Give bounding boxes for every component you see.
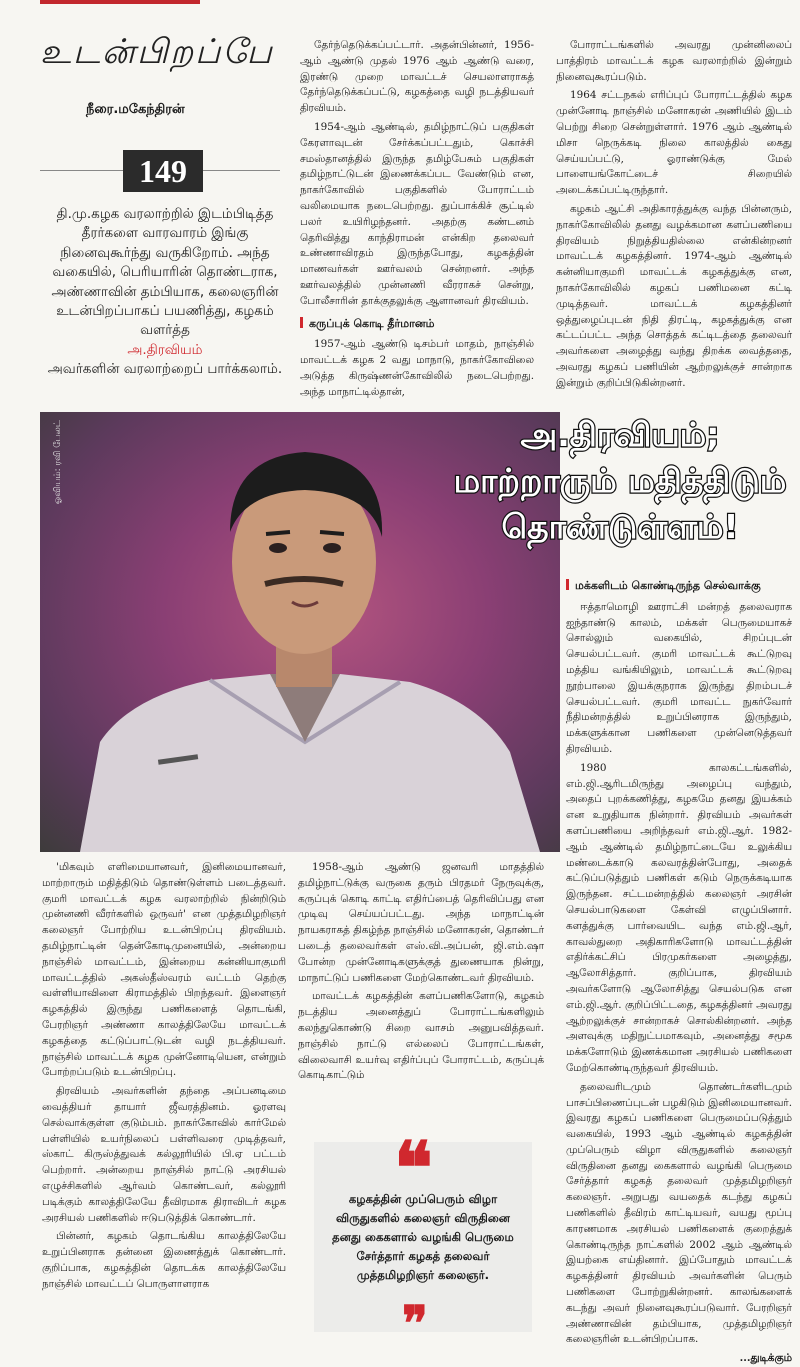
- illustration-credit: ஓவியம்: ரவி பேலட்: [53, 420, 63, 505]
- column-2-top: [300, 38, 534, 404]
- subhead-marker: [300, 317, 303, 328]
- top-accent-bar: [40, 0, 200, 4]
- author-name: நீரை.மகேந்திரன்: [86, 102, 185, 117]
- paragraph: கழகம் ஆட்சி அதிகாரத்துக்கு வந்த பின்னரும், நாகர்கோவிலில் தனது வழக்கமான களப்பணியை திரவியம் நிறுத்தியதில்லை என்கின்றனர் மாவட்டக் கழகத்தினர். 1974-ஆம் ஆண்டில் கன்னியாகுமரி மாவட்டக் கழகத்துக்கு என, நாகர்கோவிலில் கழகப் பணிமனை கட்டி முடித்தவர். மாவட்டக் கழகத்தினர் ஒத்துழைப்புடன் நிதி திரட்டி, கழகத்துக்கு என கட்டப்பட்ட அந்த சொத்தக் கட்டிடத்தை தலைவர் அவர்களை அழைத்து வந்து திறக்க வைத்ததை, அவரது கழகப் பணியின் ஆற்றலுக்குச் சான்றாக இன்றும் குறிப்பிடுகின்றனர்.: [556, 202, 792, 389]
- series-title: உடன்பிறப்பே: [40, 32, 274, 72]
- column-3-right: [566, 572, 792, 1365]
- pull-quote: [314, 1125, 532, 1352]
- intro-text: தி.மு.கழக வரலாற்றில் இடம்பிடித்த தீரர்களை வாரவாரம் இங்கு நினைவுகூர்ந்து வருகிறோம். அந்த வகையில், பெரியாரின் தொண்டராக, அண்ணாவின் தம்பியாக, கலைஞரின் உடன்பிறப்பாகப் பயணித்து, கழகம் வளர்த்த: [51, 206, 279, 339]
- headline-line-1: அ.திரவியம்;: [520, 415, 720, 454]
- continued-marker: ...துடிக்கும்: [739, 1352, 792, 1365]
- paragraph: பின்னர், கழகம் தொடங்கிய காலத்திலேயே உறுப்பினராக தன்னை இணைத்துக் கொண்டார். குறிப்பாக, கழகத்தின் தொடக்க காலத்திலேயே நாஞ்சில் மாவட்டப் பொருளாளராக: [42, 1230, 286, 1290]
- intro-highlight-name: அ.திரவியம்: [127, 341, 203, 358]
- paragraph: 1958-ஆம் ஆண்டு ஜனவரி மாதத்தில் தமிழ்நாட்டுக்கு வருகை தரும் பிரதமர் நேருவுக்கு, கருப்புக் கொடி காட்டி எதிர்ப்பைத் தெரிவிப்பது என முடிவு செய்யப்பட்டது. அந்த மாநாட்டின் நாயகராகத் திகழ்ந்த நாஞ்சில் மனோகரன், தொண்டர் படைத் தலைவர்கள் எஸ்.வி.அப்பன், ஜி.எம்.ஷா போன்ற முன்னோடிகளுக்குத் துணையாக நின்று, மாநாட்டுப் பணிகளை மேற்கொண்டவர் திரவியம்.: [298, 861, 544, 984]
- subhead-label: மக்களிடம் கொண்டிருந்த செல்வாக்கு: [575, 579, 761, 592]
- quote-open-icon: ❝: [394, 1125, 433, 1210]
- paragraph: 1957-ஆம் ஆண்டு டிசம்பர் மாதம், நாஞ்சில் மாவட்டக் கழக 2 வது மாநாடு, நாகர்கோவிலை அடுத்த கிருஷ்ணன்கோவிலில் நடைபெற்றது. அந்த மாநாட்டில்தான்,: [300, 338, 534, 398]
- paragraph: தேர்ந்தெடுக்கப்பட்டார். அதன்பின்னர், 1956-ஆம் ஆண்டு முதல் 1976 ஆம் ஆண்டு வரை, இரண்டு முறை மாவட்டச் செயலாளராகத் தேர்ந்தெடுக்கப்பட்டு, கழகத்தை வழி நடத்தியவர் திரவியம்.: [300, 39, 534, 115]
- episode-number: 149: [123, 150, 203, 192]
- paragraph: 1980 காலகட்டங்களில், எம்.ஜி.ஆரிடமிருந்து அழைப்பு வந்தும், அதைப் புறக்கணித்து, கழகமே தனது இயக்கம் என உறுதியாக நின்றார். திரவியம் அவர்கள் களப்பணியை அறிந்தவர் எம்.ஜி.ஆர். 1982-ஆம் ஆண்டில் தமிழ்நாட்டையே உலுக்கிய மண்டைக்காடு கலவரத்தின்போது, அதைக் கட்டுப்படுத்தும் பணிகள் கடும் நெருக்கடியாக இருந்தன. சட்டமன்றத்தில் கலைஞர் அரசின் செயல்பாடுகளை கேள்வி எழுப்பினார். களத்துக்கு பார்வையிட வந்த எம்.ஜி.ஆர், காவல்துறை அதிகாரிகளோடு மாவட்டத்தின் எதிர்க்கட்சிப் பிரமுகர்களை அழைத்து, ஆலோசித்தார். குறிப்பாக, திரவியம் அவர்களோடு ஆலோசித்து செயல்படுக என எம்.ஜி.ஆர். குறிப்பிட்டதை, கழகத்தினர் அவரது ஆற்றலுக்குச் சான்றாகச் சொல்கின்றனர். அந்த அளவுக்கு மதிநுட்பமாகவும், அனைத்து சமூக மக்களோடும் இணக்கமான அரசியல் பணிகளை மேற்கொண்டிருந்தவர் திரவியம்.: [566, 761, 792, 1074]
- paragraph: ஈத்தாமொழி ஊராட்சி மன்றத் தலைவராக ஐந்தாண்டு காலம், மக்கள் பெருமையாகச் சொல்லும் வகையில், சிறப்புடன் செயல்பட்டவர். குமரி மாவட்டக் கூட்டுறவு மத்திய வங்கியிலும், மாவட்டக் கூட்டுறவு நூற்பாலை இயக்குநராக இருந்து திறம்படச் செயல்பட்டவர். குமரி மாவட்ட நுகர்வோர் நீதிமன்றத்தில் உறுப்பினராக இருந்தும், மக்களுக்கான பணிகளை முன்னெடுத்தவர் திரவியம்.: [566, 600, 792, 755]
- headline-line-3: தொண்டுள்ளம்!: [501, 507, 739, 546]
- paragraph: 'மிகவும் எளிமையானவர், இனிமையானவர், மாற்றாரும் மதித்திடும் தொண்டுள்ளம் படைத்தவர். குமரி மாவட்டக் கழக வரலாற்றில் நின்றிடும் முன்னணி வீரர்களில் ஒருவர்' என முத்தமிழறிஞர் கலைஞர் போற்றிய உடன்பிறப்பு திரவியம். தமிழ்நாட்டின் தென்கோடிமுனையில், அன்றைய நாஞ்சில் மாவட்டம், இன்றைய கன்னியாகுமரி மாவட்டத்தில் அகஸ்தீஸ்வரம் வட்டம் தெற்கு வள்ளியாவிளை கிராமத்தில் பிறந்தவர். இளைஞர் கழகத்தில் இருந்து பணிகளைத் தொடங்கி, பேரறிஞர் அண்ணா காலத்திலேயே மாவட்டக் கழகத்தை கட்டுப்பாட்டுடன் வழி நடத்தியவர். நாஞ்சில் மாவட்டக் கழக முன்னோடியென, என்றும் போற்றப்படும் உடன்பிறப்பு.: [42, 861, 286, 1079]
- subhead-influence: [566, 578, 792, 594]
- paragraph: மாவட்டக் கழகத்தின் களப்பணிகளோடு, கழகம் நடத்திய அனைத்துப் போராட்டங்களிலும் கலந்துகொண்டு சிறை வாசம் அனுபவித்தவர். நாஞ்சில் நாட்டு எல்லைப் போராட்டங்கள், விலைவாசி உயர்வு எதிர்ப்புப் போராட்டம், கருப்புக் கொடிகாட்டும்: [298, 990, 544, 1082]
- headline: [440, 412, 800, 550]
- column-2-bottom: [298, 860, 544, 1132]
- subhead-black-flag: [300, 316, 534, 332]
- quote-close-icon: ❞: [402, 1296, 428, 1352]
- subhead-marker: [566, 579, 569, 590]
- paragraph: திரவியம் அவர்களின் தந்தை அப்பனடிமை வைத்தியர் தாயார் ஜீவரத்தினம். ஓரளவு செல்வாக்குள்ள குடும்பம். நாகர்கோவில் கார்மேல் பள்ளியில் உயர்நிலைப் பள்ளிவரை முடித்தவர், ஸ்காட் கிருஸ்த்துவக் கல்லூரியில் பி.ஏ பட்டம் பெற்றார். அன்றைய நாஞ்சில் நாட்டு அரசியல் எழுச்சிகளில் ஆர்வம் கொண்டவர், கல்லூரி படிக்கும் காலத்திலேயே தீவிரமாக திராவிடர் கழக அரசியல் பணிகளில் ஈடுபடுத்திக் கொண்டார்.: [42, 1085, 286, 1224]
- intro-blurb: [40, 205, 290, 380]
- paragraph: தலைவரிடமும் தொண்டர்களிடமும் பாசப்பிணைப்புடன் பழகிடும் இனிமையானவர். இவரது கழகப் பணிகளை பெருமைப்படுத்தும் வகையில், 1993 ஆம் ஆண்டில் கழகத்தின் முப்பெரும் விழா விருதுகளில் கலைஞர் விருதினை தனது கைகளால் வழங்கி பெருமை சேர்த்தார் கழகத் தலைவர் முத்தமிழறிஞர் கலைஞர். அறுபது வயதைக் கடந்து கழகப் பணிகளில் தீவிரம் காட்டியவர், வயது மூப்பு காரணமாக அரசியல் பணிகளைக் குறைத்துக் கொண்டிருந்த நாட்களில் 2002 ஆம் ஆண்டில் இயற்கை எய்தினார். இப்போதும் மாவட்டக் கழகத்தினர் திரவியம் அவர்களின் பெரும் பணிகளை போற்றுகின்றனர். காலங்களைக் கடந்து அவர் நினைவுகூரப்படுவார். பேரறிஞர் அண்ணாவின் தம்பியாக, முத்தமிழறிஞர் கலைஞரின் உடன்பிறப்பாக.: [566, 1080, 792, 1346]
- paragraph: போராட்டங்களில் அவரது முன்னிலைப் பாத்திரம் மாவட்டக் கழக வரலாற்றில் இன்றும் நினைவுகூரப்படும்.: [556, 39, 792, 83]
- headline-line-2: மாற்றாரும் மதித்திடும்: [453, 461, 787, 500]
- column-1-bottom: [42, 860, 286, 1336]
- intro-ending: அவர்களின் வரலாற்றைப் பார்க்கலாம்.: [47, 361, 283, 378]
- column-3-top: [556, 38, 792, 404]
- pull-quote-text: கழகத்தின் முப்பெரும் விழா விருதுகளில் கலைஞர் விருதினை தனது கைகளால் வழங்கி பெருமை சேர்த்தார் கழகத் தலைவர் முத்தமிழறிஞர் கலைஞர்.: [332, 1192, 514, 1282]
- paragraph: 1964 சட்டநகல் எரிப்புப் போராட்டத்தில் கழக முன்னோடி நாஞ்சில் மனோகரன் அணியில் இடம் பெற்று சிறை சென்றுள்ளார். 1976 ஆம் ஆண்டில் மிசா நெருக்கடி நிலை காலத்தில் கைது செய்யப்பட்டு, ஓராண்டுக்கு மேல் பாளையங்கோட்டைச் சிறையில் அடைக்கப்பட்டிருந்தார்.: [556, 89, 792, 197]
- subhead-label: கருப்புக் கொடி தீர்மானம்: [309, 316, 435, 330]
- paragraph: 1954-ஆம் ஆண்டில், தமிழ்நாட்டுப் பகுதிகள் கேரளாவுடன் சேர்க்கப்பட்டதும், கொச்சி சமஸ்தானத்தில் இருந்த தமிழ்பேசும் பகுதிகள் தமிழ்நாட்டுடன் இணைக்கப்பட வேண்டும் என, நாகர்கோவில் பகுதிகளில் போராட்டம் வலிமையாக நடைபெற்றது. துப்பாக்கிச் சூட்டில் பலர் உயிரிழந்தனர். அதற்கு கண்டனம் தெரிவித்து காந்திராமன் என்கிற தலைவர் உண்ணாவிரதம் இருந்தபோது, கழகத்தின் மாணவர்கள் ஊர்வலம் சென்றனர். அந்த ஊர்வலத்தில் முன்னணி வீரராகச் சென்று, போலீசாரின் தாக்குதலுக்கு ஆளானவர் திரவியம்.: [300, 120, 534, 307]
